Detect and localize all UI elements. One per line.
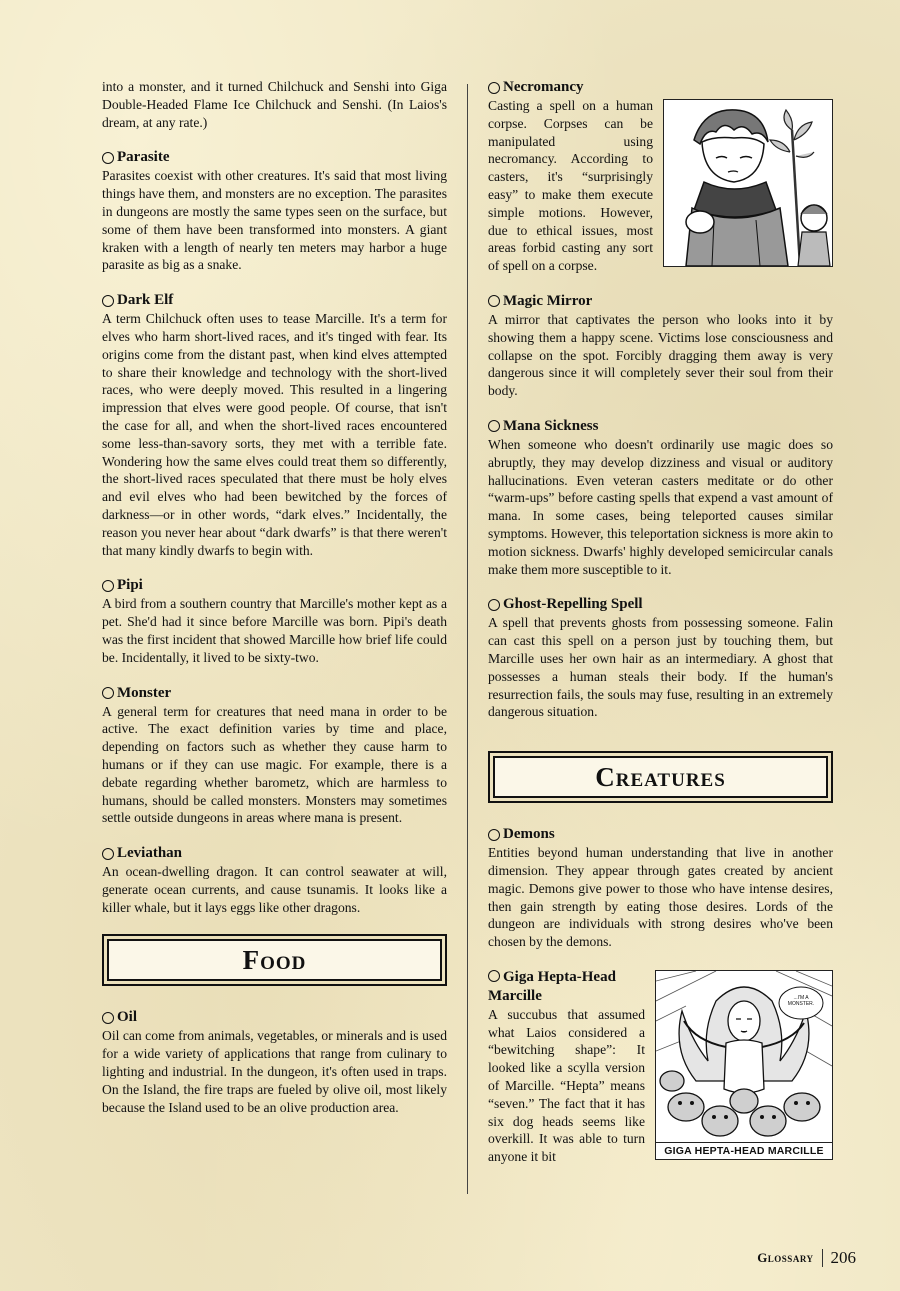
bullet-circle-icon xyxy=(102,848,114,860)
entry-text: When someone who doesn't ordinarily use magic does so abruptly, they may develop dizziness and visual or auditory hallucinations. Even veteran casters meditate or do other “warm-ups” before casting spells that expend a vast amount of mana. In some cases, being teleported causes similar symptoms. However, this teleportation sickness is more akin to motion sickness. Dwarfs' highly developed semicircular canals make them more susceptible to it. xyxy=(488,436,833,577)
entry-oil xyxy=(102,1008,447,1116)
entry-text: Parasites coexist with other creatures. It's said that most living things have them, and monsters are no exception. The parasites in dungeons are mostly the same types seen on the surface, but some of them have been transformed into monsters. A giant kraken with a length of nearly ten meters may harbor a huge parasite as big as a snake. xyxy=(102,168,447,273)
speech-bubble-text: ...I'M A MONSTER. xyxy=(787,994,815,1007)
left-column xyxy=(102,78,447,1133)
section-title: Creatures xyxy=(493,756,828,798)
section-header-creatures xyxy=(488,751,833,803)
entry-title: Necromancy xyxy=(488,78,833,97)
bullet-circle-icon xyxy=(102,1012,114,1024)
entry-title: Demons xyxy=(488,825,833,844)
bullet-circle-icon xyxy=(488,295,500,307)
page-footer xyxy=(757,1248,856,1268)
bullet-circle-icon xyxy=(102,295,114,307)
intro-text: into a monster, and it turned Chilchuck and Senshi into Giga Double-Headed Flame Ice Chilchuck and Senshi. (In Laios's dream, at any rate.) xyxy=(102,79,447,130)
section-header-food xyxy=(102,934,447,986)
intro-paragraph xyxy=(102,78,447,131)
entry-text: A general term for creatures that need mana in order to be active. The exact definition varies by time and place, depending on factors such as whether they cause harm to humans or if they can use magic. For example, there is a debate regarding whether barometz, which are harmless to humans, should be called monsters. Monsters may sometimes settle outside dungeons in areas where mana is present. xyxy=(102,703,447,826)
entry-title: Dark Elf xyxy=(102,291,447,310)
entry-necromancy xyxy=(488,78,833,275)
entry-demons xyxy=(488,825,833,951)
entry-text: A spell that prevents ghosts from possessing someone. Falin can cast this spell on a person just by touching them, but Marcille uses her own hair as an intermediary. A ghost that possesses a human steals their body. If the human's resurrection fails, the souls may fuse, resulting in an extremely dangerous situation. xyxy=(488,615,833,720)
section-title: Food xyxy=(107,939,442,981)
footer-label: Glossary xyxy=(757,1250,814,1265)
entry-text: A term Chilchuck often uses to tease Marcille. It's a term for elves who harm short-lived races, and it's tinged with fear. Its origins come from the distant past, when kind elves attempted to share their knowledge and technology with the short-lived races, who were deeply moved. This resulted in a lingering impression that elves were good people. Of course, that isn't the case for all, and when the short-lived races encountered some less-than-savory sorts, they met with a terrible fate. Wondering how the same elves could treat them so differently, the short-lived races speculated that there must be holy elves and evil elves who had been bewitched by the forces of darkness—or in other words, “dark elves.” Incidentally, the reason you never hear about “dark dwarfs” is that there weren't that many kindly dwarfs to begin with. xyxy=(102,311,447,558)
entry-title: Leviathan xyxy=(102,844,447,863)
entry-ghost-repelling-spell xyxy=(488,595,833,721)
bullet-circle-icon xyxy=(488,970,500,982)
hepta-head-illustration xyxy=(655,970,833,1160)
entry-text: An ocean-dwelling dragon. It can control seawater at will, generate ocean currents, and cause tsunamis. It looks like a killer whale, but it lays eggs like other dragons. xyxy=(102,864,447,915)
right-column xyxy=(488,78,833,1183)
entry-text: A mirror that captivates the person who looks into it by showing them a happy scene. Victims lose consciousness and collapse on the spot. Forcibly dragging them away is very dangerous since it will completely sever their soul from their body. xyxy=(488,311,833,399)
entry-text: A bird from a southern country that Marcille's mother kept as a pet. She'd had it since before Marcille was born. Pipi's death was the first incident that showed Marcille how brief life could be. Incidentally, it lived to be sixty-two. xyxy=(102,596,447,665)
entry-title: Pipi xyxy=(102,576,447,595)
bullet-circle-icon xyxy=(102,580,114,592)
entry-title: Parasite xyxy=(102,148,447,167)
entry-text: Casting a spell on a human corpse. Corpses can be manipulated using necromancy. According to casters, it's “surprisingly easy” to make them execute simple motions. However, due to ethical issues, most areas forbid casting any sort of spell on a corpse. xyxy=(488,98,653,274)
bullet-circle-icon xyxy=(102,687,114,699)
entry-dark-elf xyxy=(102,291,447,559)
entry-giga-hepta-head-marcille xyxy=(488,968,833,1166)
entry-title: Monster xyxy=(102,684,447,703)
entry-title: Magic Mirror xyxy=(488,292,833,311)
column-divider xyxy=(467,84,468,1194)
entry-text: Entities beyond human understanding that live in another dimension. They appear through gates created by ancient magic. Demons give power to those who have intense desires, then gain strength by eating those desires. Lords of the dungeon are individuals with strong desires who've been chosen by the demons. xyxy=(488,845,833,950)
necromancy-illustration xyxy=(663,99,833,267)
entry-mana-sickness xyxy=(488,417,833,578)
entry-title: Giga Hepta-Head Marcille xyxy=(488,968,616,1004)
entry-pipi xyxy=(102,576,447,666)
bullet-circle-icon xyxy=(488,829,500,841)
entry-text: Oil can come from animals, vegetables, or minerals and is used for a wide variety of applications that range from culinary to lighting and industrial. In the dungeon, it's often used in traps. On the Island, the fire traps are fueled by olive oil, most likely because the Island used to be an olive production area. xyxy=(102,1028,447,1115)
entry-parasite xyxy=(102,148,447,274)
bullet-circle-icon xyxy=(488,420,500,432)
entry-title: Ghost-Repelling Spell xyxy=(488,595,833,614)
entry-text: A succubus that assumed what Laios considered a “bewitching shape”: It looked like a scylla version of Marcille. “Hepta” means “seven.” The fact that it has six dog heads seems like overkill. It was able to turn anyone it bit xyxy=(488,1006,645,1165)
entry-magic-mirror xyxy=(488,292,833,400)
footer-separator xyxy=(822,1249,823,1267)
bullet-circle-icon xyxy=(102,152,114,164)
illustration-caption: GIGA HEPTA-HEAD MARCILLE xyxy=(656,1142,832,1159)
bullet-circle-icon xyxy=(488,82,500,94)
page-number: 206 xyxy=(830,1248,856,1267)
entry-monster xyxy=(102,684,447,828)
bullet-circle-icon xyxy=(488,599,500,611)
entry-title: Oil xyxy=(102,1008,447,1027)
entry-title: Mana Sickness xyxy=(488,417,833,436)
entry-leviathan xyxy=(102,844,447,916)
